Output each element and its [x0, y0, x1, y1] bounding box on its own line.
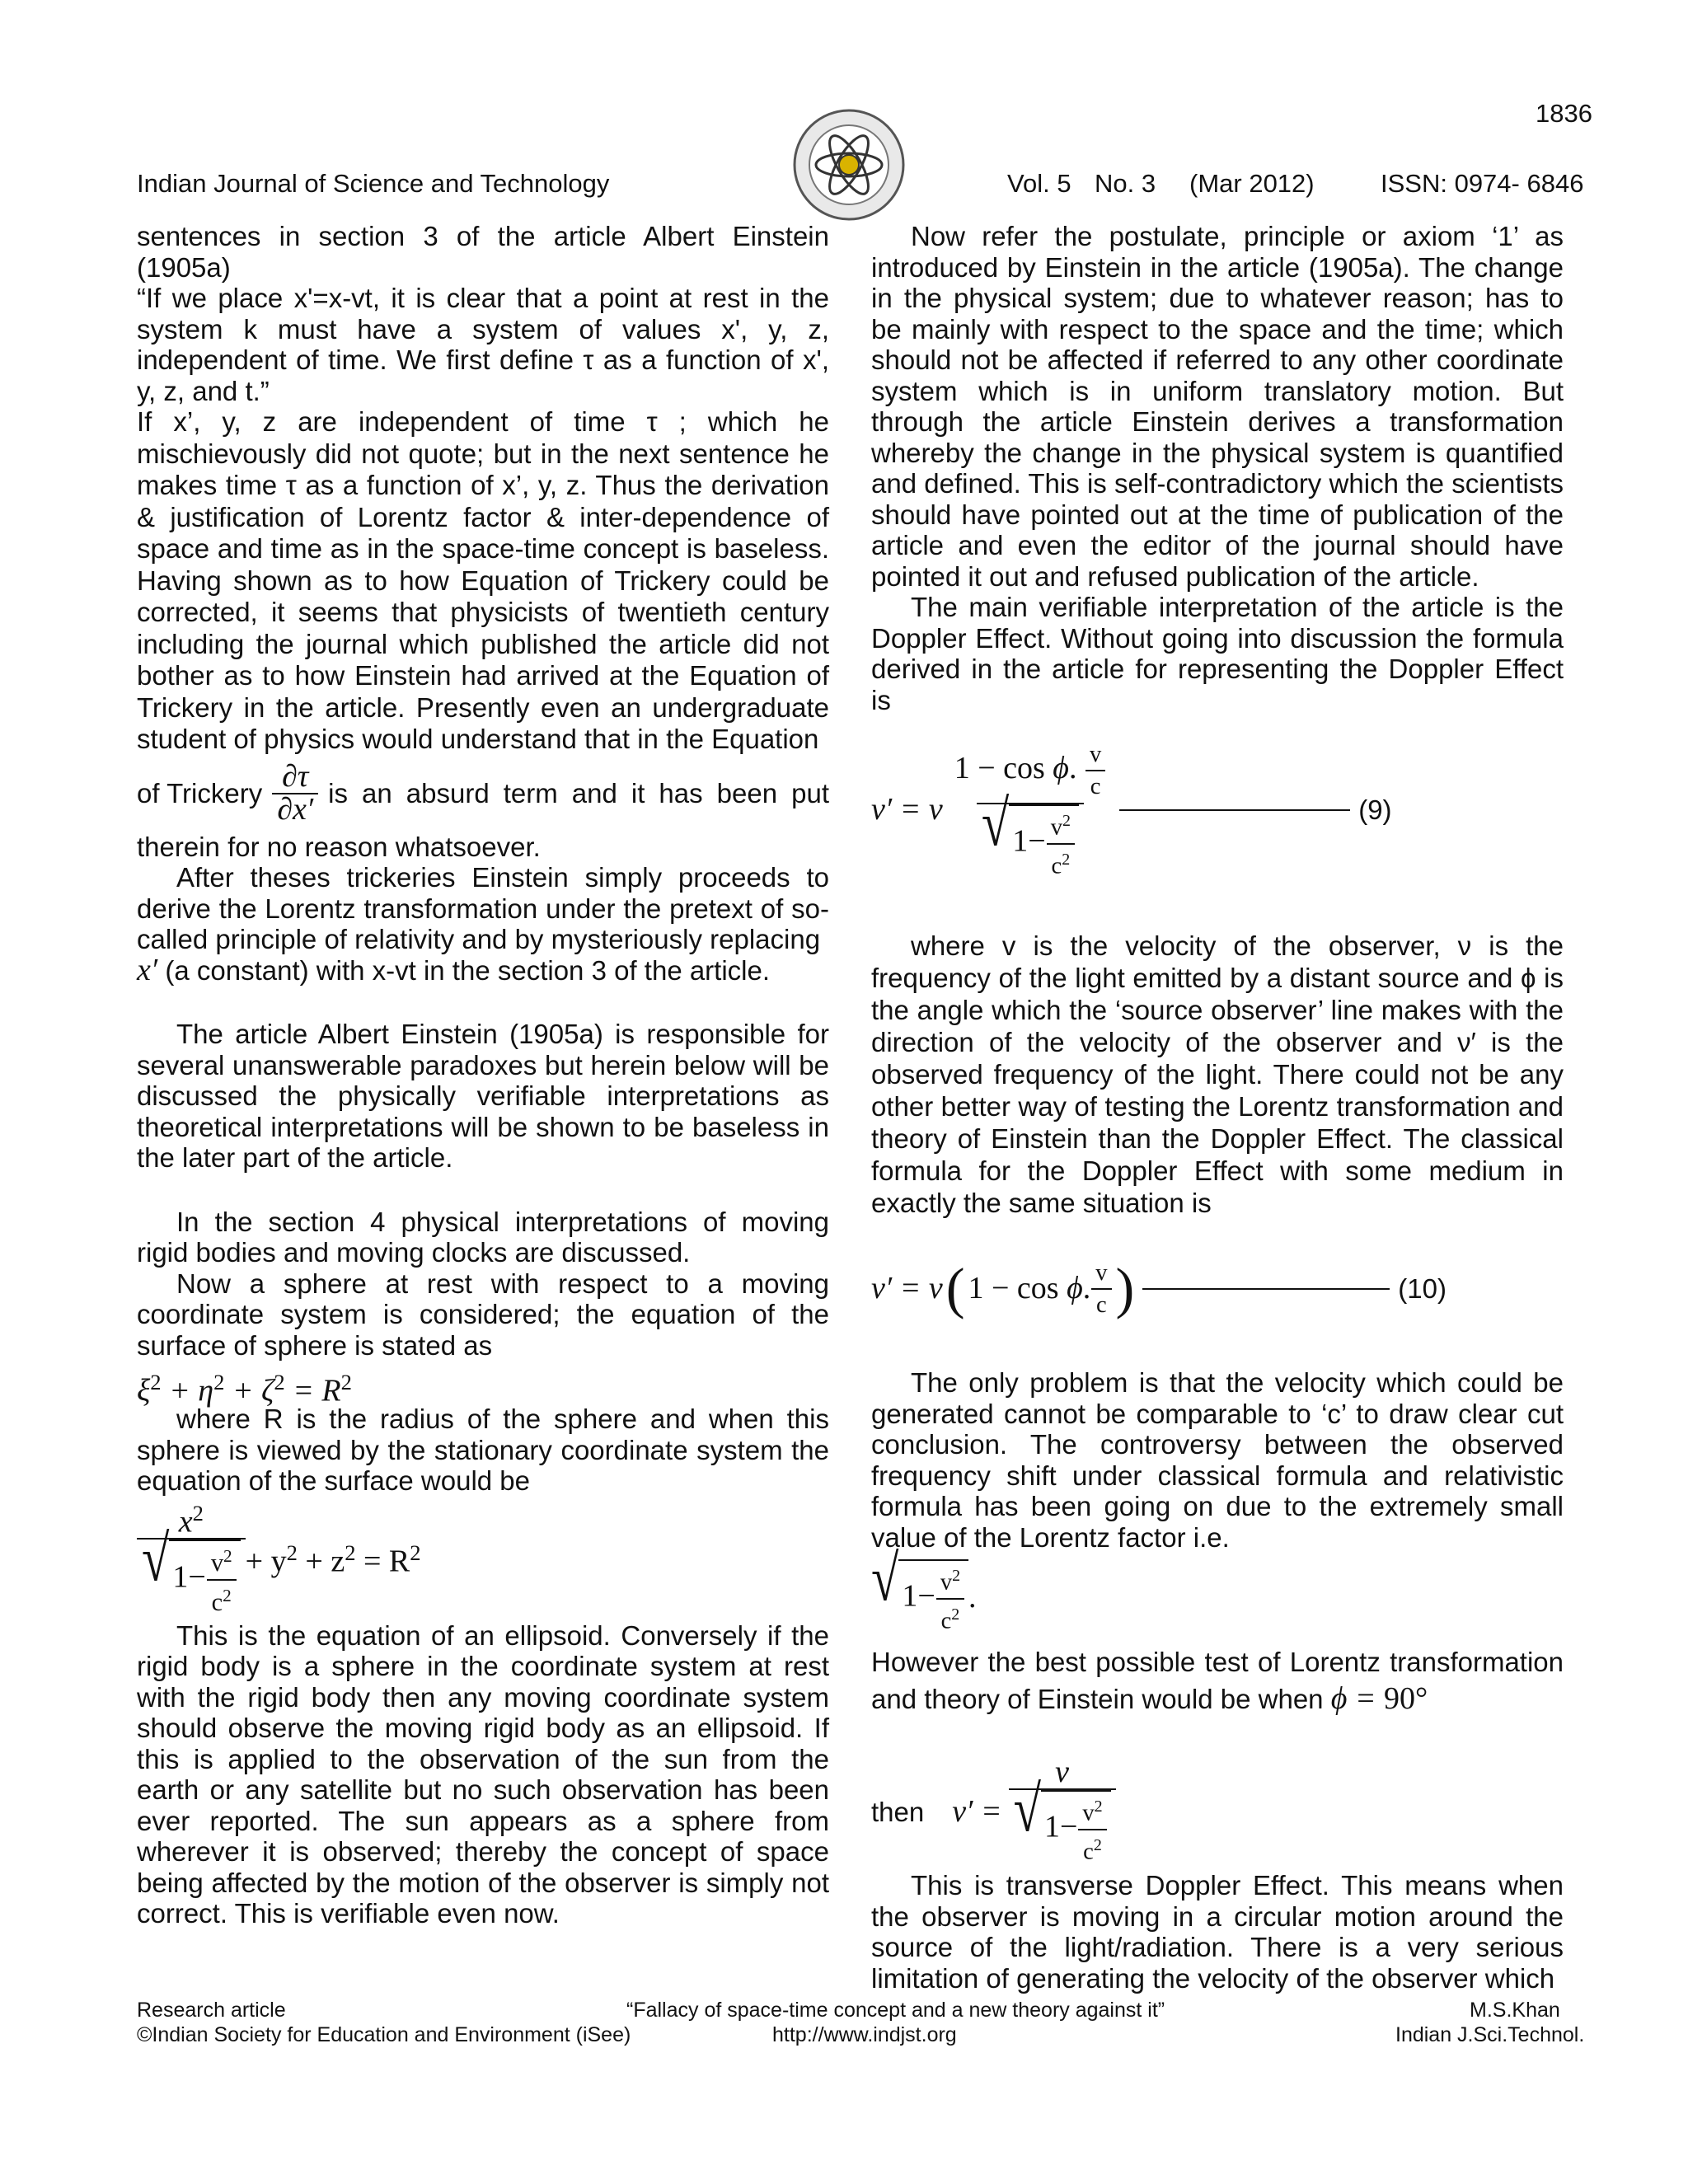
trickery-term-line: of Trickery $\frac{\partial\tau}{\partial x'}$ is an absurd term and it has been put [137, 759, 829, 827]
paragraph: After theses trickeries Einstein simply proceeds to derive the Lorentz transformation under the pretext of so-called principle of relativity and by mysteriously replacing [137, 862, 829, 954]
footer-article-title: “Fallacy of space-time concept and a new theory against it” [626, 1999, 1165, 2022]
footer-article-type: Research article [137, 1999, 286, 2022]
quote-paragraph: “If we place x'=x-vt, it is clear that a point at rest in the system k must have a system of values x', y, z, independent of time. We first define τ as a function of x', y, z, and t.” [137, 283, 829, 406]
footer-author: M.S.Khan [1470, 1999, 1560, 2022]
paragraph: This is transverse Doppler Effect. This means when the observer is moving in a circular motion around the source of the light/radiation. There is a very serious limitation of generating the velocity of the observer which [871, 1870, 1564, 1994]
journal-logo-icon [791, 107, 907, 223]
paragraph: x′ (a constant) with x-vt in the section 3 of the article. [137, 952, 771, 987]
sphere-equation: $\xi^2 + \eta^2 + \zeta^2 = R^2$ [137, 1370, 352, 1408]
right-column [871, 221, 1564, 1994]
paragraph: Now a sphere at rest with respect to a moving coordinate system is considered; the equation of the surface of sphere is stated as [137, 1268, 829, 1361]
equation-number: (10) [1398, 1273, 1447, 1305]
paragraph: sentences in section 3 of the article Albert Einstein (1905a) [137, 221, 829, 283]
paragraph: The article Albert Einstein (1905a) is responsible for several unanswerable paradoxes but herein below will be discussed the physically verifiable interpretations as theoretical interpretations will be shown to be baseless in the later part of the article. [137, 1019, 829, 1173]
issue-number: No. 3 [1095, 169, 1156, 198]
issue-date: (Mar 2012) [1189, 169, 1315, 198]
paragraph: This is the equation of an ellipsoid. Conversely if the rigid body is a sphere in the coordinate system at rest with the rigid body then any moving coordinate system should observe the moving rigid body as an ellipsoid. If this is applied to the observation of the sun from the earth or any satellite but no such observation has been ever reported. The sun appears as a sphere from wherever it is observed; thereby the concept of space being affected by the motion of the observer is simply not correct. This is verifiable even now. [137, 1619, 829, 1929]
journal-name: Indian Journal of Science and Technology [137, 169, 610, 198]
x-prime-symbol: x′ [137, 952, 158, 987]
equation-9: ν′ = ν 1 − cos ϕ. $\frac{v}{c}$ √ 1− $\frac{v^2}{c^2}$ (9) [871, 724, 1564, 897]
paragraph: where R is the radius of the sphere and when this sphere is viewed by the stationary coordinate system the equation of the surface would be [137, 1404, 829, 1496]
partial-derivative-term: $\frac{\partial\tau}{\partial x'}$ [272, 762, 318, 825]
paragraph: The main verifiable interpretation of the article is the Doppler Effect. Without going into discussion the formula derived in the article for representing the Doppler Effect is [871, 592, 1564, 715]
lorentz-factor: √ 1− $\frac{v^2}{c^2}$ . [871, 1553, 1564, 1643]
paragraph: However the best possible test of Lorentz transformation and theory of Einstein would be when ϕ = 90° [871, 1647, 1564, 1716]
ellipsoid-equation: $x^2$ √ 1− $\frac{v^2}{c^2}$ + $y^2 + z^2 = R^2$ [137, 1497, 829, 1620]
issn: ISSN: 0974- 6846 [1381, 169, 1584, 198]
equation-number: (9) [1358, 794, 1392, 826]
footer-journal-abbrev: Indian J.Sci.Technol. [1395, 2023, 1585, 2046]
paragraph: If x’, y, z are independent of time τ ; which he mischievously did not quote; but in the next sentence he makes time τ as a function of x’, y, z. Thus the derivation & justification of Lorentz factor & inter-dependence of space and time as in the space-time concept is baseless. Having shown as to how Equation of Trickery could be corrected, it seems that physicists of twentieth century including the journal which published the article did not bother as to how Einstein had arrived at the Equation of Trickery in the article. Presently even an undergraduate student of physics would understand that in the Equation [137, 406, 829, 754]
phi-90-expression: ϕ = 90° [1330, 1681, 1428, 1716]
left-column [137, 221, 829, 1929]
paragraph: In the section 4 physical interpretations of moving rigid bodies and moving clocks are discussed. [137, 1206, 829, 1268]
paragraph: Now refer the postulate, principle or axiom ‘1’ as introduced by Einstein in the article (1905a). The change in the physical system; due to whatever reason; has to be mainly with respect to the space and the time; which should not be affected if referred to any other coordinate system which is in uniform translatory motion. But through the article Einstein derives a transformation whereby the change in the physical system is quantified and defined. This is self-contradictory which the scientists should have pointed out at the time of publication of the article and even the editor of the journal should have pointed it out and refused publication of the article. [871, 221, 1564, 592]
footer-url-link[interactable]: http://www.indjst.org [772, 2023, 957, 2046]
footer-society: ©Indian Society for Education and Environment (iSee) [137, 2023, 631, 2046]
transverse-doppler-equation: then ν′ = ν √ 1− $\frac{v^2}{c^2}$ [871, 1755, 1564, 1870]
paragraph: where v is the velocity of the observer, ν is the frequency of the light emitted by a distant source and ϕ is the angle which the ‘source observer’ line makes with the direction of the velocity of the observer and ν′ is the observed frequency of the light. There could not be any other better way of testing the Lorentz transformation and theory of Einstein than the Doppler Effect. The classical formula for the Doppler Effect with some medium in exactly the same situation is [871, 930, 1564, 1218]
volume: Vol. 5 [1007, 169, 1071, 198]
page-number: 1836 [1536, 99, 1592, 128]
paragraph: The only problem is that the velocity which could be generated cannot be comparable to ‘c’ to draw clear cut conclusion. The controversy between the observed frequency shift under classical formula and relativistic formula has been going on due to the extremely small value of the Lorentz factor i.e. [871, 1367, 1564, 1553]
paragraph: therein for no reason whatsoever. [137, 831, 541, 862]
equation-10: ν′ = ν ( 1 − cos ϕ. $\frac{v}{c}$ ) (10) [871, 1257, 1447, 1320]
